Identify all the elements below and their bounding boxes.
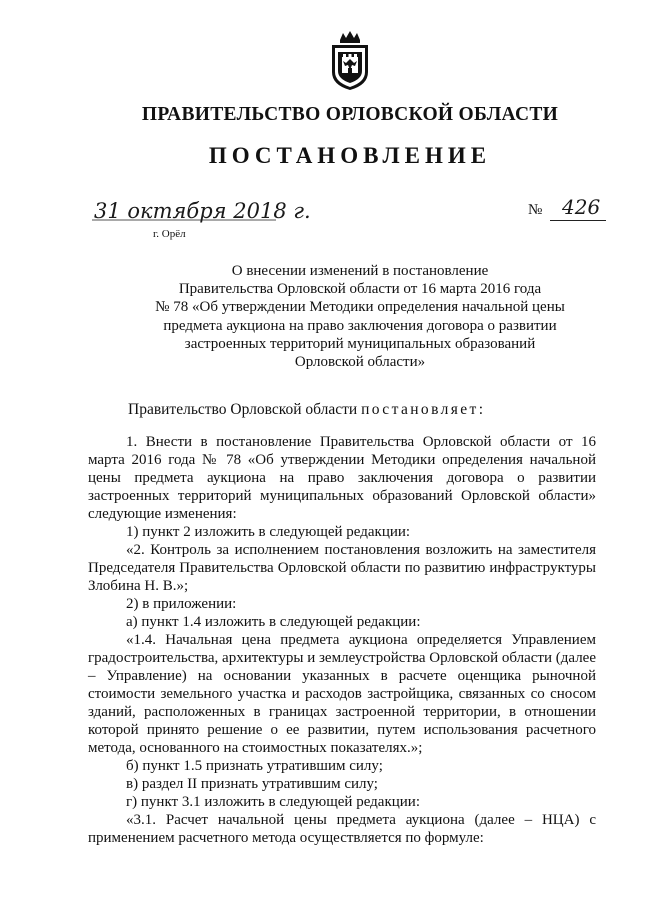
body-paragraph: 1) пункт 2 изложить в следующей редакции: bbox=[126, 524, 411, 540]
body-paragraph: а) пункт 1.4 изложить в следующей редакции: bbox=[126, 614, 421, 630]
subject-line: Правительства Орловской области от 16 марта 2016 года bbox=[178, 281, 542, 298]
preamble bbox=[128, 401, 485, 419]
handwritten-number-text: 426 bbox=[562, 195, 601, 219]
preamble-prefix: Правительство Орловской области bbox=[128, 401, 362, 418]
body-paragraph: в) раздел II признать утратившим силу; bbox=[126, 776, 378, 792]
city-label: г. Орёл bbox=[153, 228, 186, 240]
subject-line: О внесении изменений в постановление bbox=[231, 263, 489, 279]
body-paragraph: «3.1. Расчет начальной цены предмета аукциона (далее – НЦА) с применением расчетного метода осуществляется по формуле: bbox=[88, 812, 596, 846]
subject-line: Орловской области» bbox=[294, 354, 426, 371]
document-subject bbox=[140, 262, 580, 371]
number-sign: № bbox=[528, 202, 543, 218]
body-paragraph: б) пункт 1.5 признать утратившим силу; bbox=[126, 758, 383, 774]
government-title: ПРАВИТЕЛЬСТВО ОРЛОВСКОЙ ОБЛАСТИ bbox=[141, 104, 559, 125]
handwritten-date-text: 31 октября 2018 г. bbox=[94, 199, 311, 223]
document-type-title: ПОСТАНОВЛЕНИЕ bbox=[208, 143, 492, 168]
subject-line: № 78 «Об утверждении Методики определения начальной цены bbox=[155, 299, 565, 316]
body-paragraph: 2) в приложении: bbox=[126, 596, 237, 612]
body-paragraph: 1. Внести в постановление Правительства Орловской области от 16 марта 2016 года № 78 «Об утверждении Методики определения начальной цены предмета аукциона на право заключения договора о развитии застроенных территорий муниципальных образований Орловской области» следующие изменения: bbox=[88, 434, 596, 522]
document-number bbox=[528, 195, 608, 224]
handwritten-date bbox=[92, 196, 311, 226]
body-paragraph: «1.4. Начальная цена предмета аукциона определяется Управлением градостроительства, архитектуры и землеустройства Орловской области (далее – Управление) на основании указанных в расчете оценщика рыночной стоимости земельного участка и расходов застройщика, связанных со сносом зданий, расположенных в границах застроенной территории, в отношении которой принято решение о ее развитии, путем использования расчетного метода, основанного на стоимостных показателях.»; bbox=[88, 632, 596, 756]
subject-line: предмета аукциона на право заключения договора о развитии bbox=[163, 317, 557, 334]
body-paragraph: «2. Контроль за исполнением постановления возложить на заместителя Председателя Правительства Орловской области по развитию инфраструктуры Злобина Н. В.»; bbox=[88, 542, 596, 594]
handwritten-number bbox=[560, 194, 610, 222]
subject-line: застроенных территорий муниципальных образований bbox=[184, 335, 536, 352]
preamble-verb: постановляет: bbox=[361, 401, 486, 418]
body-paragraph: г) пункт 3.1 изложить в следующей редакции: bbox=[126, 794, 420, 810]
document-body bbox=[88, 433, 596, 847]
orel-region-coat-of-arms-icon bbox=[328, 30, 372, 92]
